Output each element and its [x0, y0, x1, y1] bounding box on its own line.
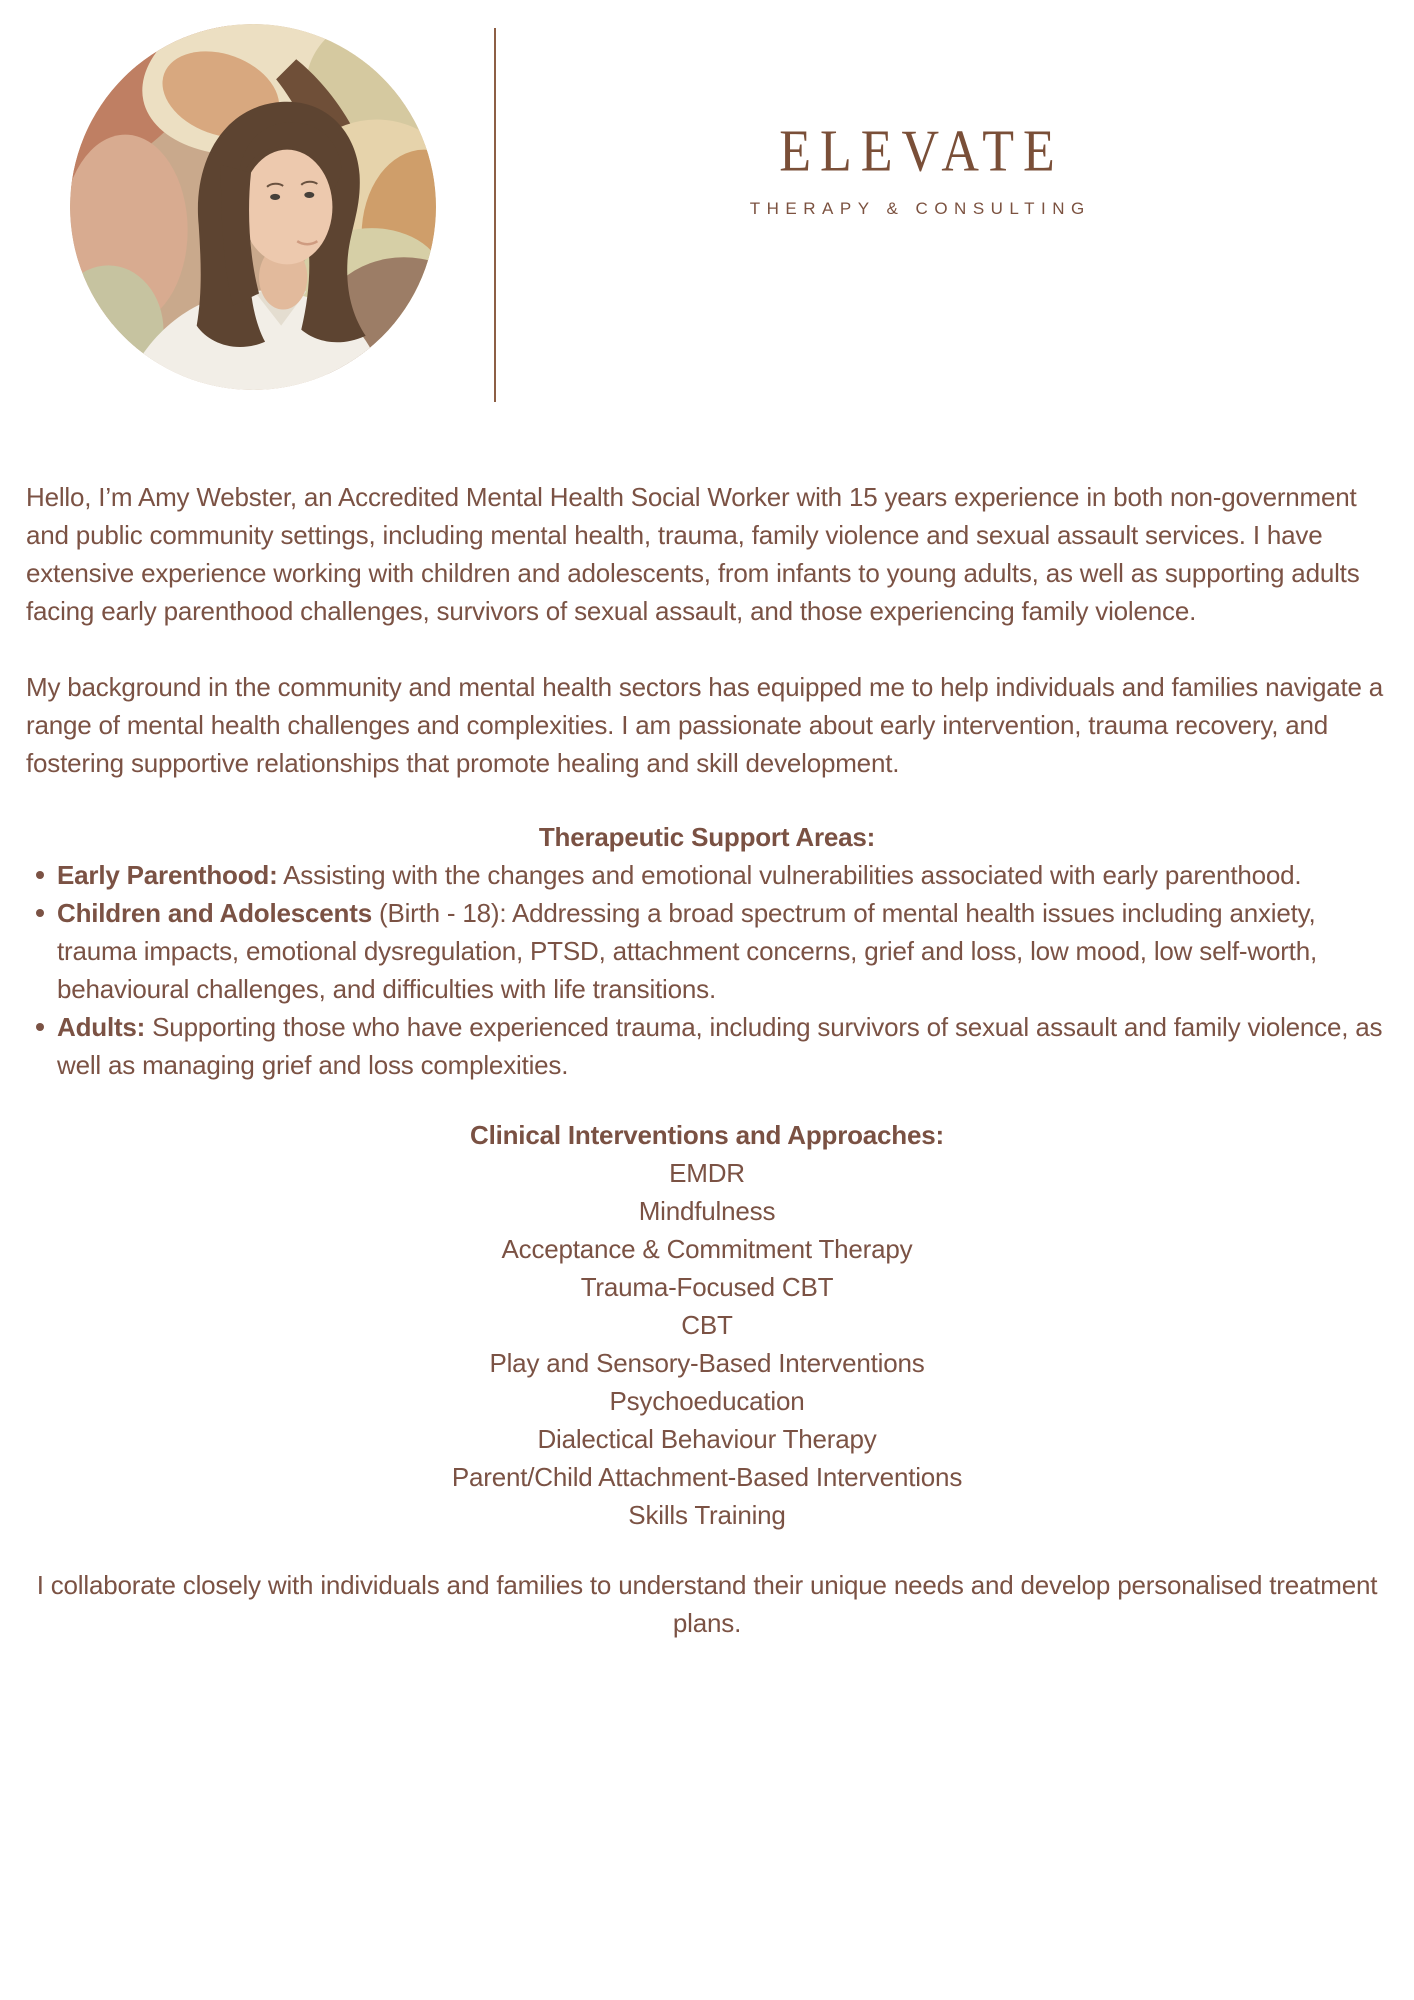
list-item: Acceptance & Commitment Therapy — [501, 1234, 913, 1264]
portrait-illustration — [70, 24, 436, 390]
bullet-icon — [36, 871, 44, 879]
list-item: Parent/Child Attachment-Based Interventions — [451, 1462, 963, 1492]
bullet-text: Supporting those who have experienced trauma, including survivors of sexual assault and family violence, as well as managing grief and loss complexities. — [57, 1012, 1383, 1080]
support-areas-heading: Therapeutic Support Areas: — [538, 822, 876, 852]
list-item — [26, 894, 1388, 1008]
bullet-text: (Birth - 18): Addressing a broad spectrum of mental health issues including anxiety, trauma impacts, emotional dysregulation, PTSD, attachment concerns, grief and loss, low mood, low self-worth, behavioural challenges, and difficulties with life transitions. — [57, 898, 1317, 1004]
list-item: Psychoeducation — [609, 1386, 805, 1416]
list-item — [26, 1008, 1388, 1084]
brand-logo — [644, 118, 1190, 219]
list-item: Dialectical Behaviour Therapy — [537, 1424, 877, 1454]
list-item: EMDR — [669, 1158, 745, 1188]
support-areas-list — [26, 856, 1388, 1084]
list-item — [26, 856, 1388, 894]
list-item: CBT — [681, 1310, 733, 1340]
logo-title: ELEVATE — [779, 119, 1064, 185]
intro-paragraph-1: Hello, I’m Amy Webster, an Accredited Mental Health Social Worker with 15 years experience in both non-government and public community settings, including mental health, trauma, family violence and sexual assault services. I have extensive experience working with children and adolescents, from infants to young adults, as well as supporting adults facing early parenthood challenges, survivors of sexual assault, and those experiencing family violence. — [26, 482, 1360, 626]
bullet-icon — [36, 1023, 44, 1031]
list-item: Trauma-Focused CBT — [580, 1272, 834, 1302]
list-item: Play and Sensory-Based Interventions — [489, 1348, 925, 1378]
bullet-lead: Early Parenthood: — [57, 860, 278, 890]
bullet-lead: Children and Adolescents — [57, 898, 372, 928]
profile-photo — [70, 24, 436, 390]
list-item: Skills Training — [628, 1500, 786, 1530]
bullet-lead: Adults: — [57, 1012, 146, 1042]
bullet-text: Assisting with the changes and emotional vulnerabilities associated with early parenthood. — [277, 860, 1302, 890]
content — [26, 478, 1388, 1642]
closing-paragraph: I collaborate closely with individuals and families to understand their unique needs and develop personalised treatment plans. — [36, 1570, 1378, 1638]
interventions-heading: Clinical Interventions and Approaches: — [470, 1120, 944, 1150]
bullet-icon — [36, 909, 44, 917]
header-divider — [494, 28, 496, 402]
interventions-list — [26, 1154, 1388, 1534]
intro-paragraph-2: My background in the community and mental health sectors has equipped me to help individuals and families navigate a range of mental health challenges and complexities. I am passionate about early intervention, trauma recovery, and fostering supportive relationships that promote healing and skill development. — [26, 672, 1384, 778]
logo-subtitle: THERAPY & CONSULTING — [749, 199, 1091, 218]
list-item: Mindfulness — [638, 1196, 776, 1226]
